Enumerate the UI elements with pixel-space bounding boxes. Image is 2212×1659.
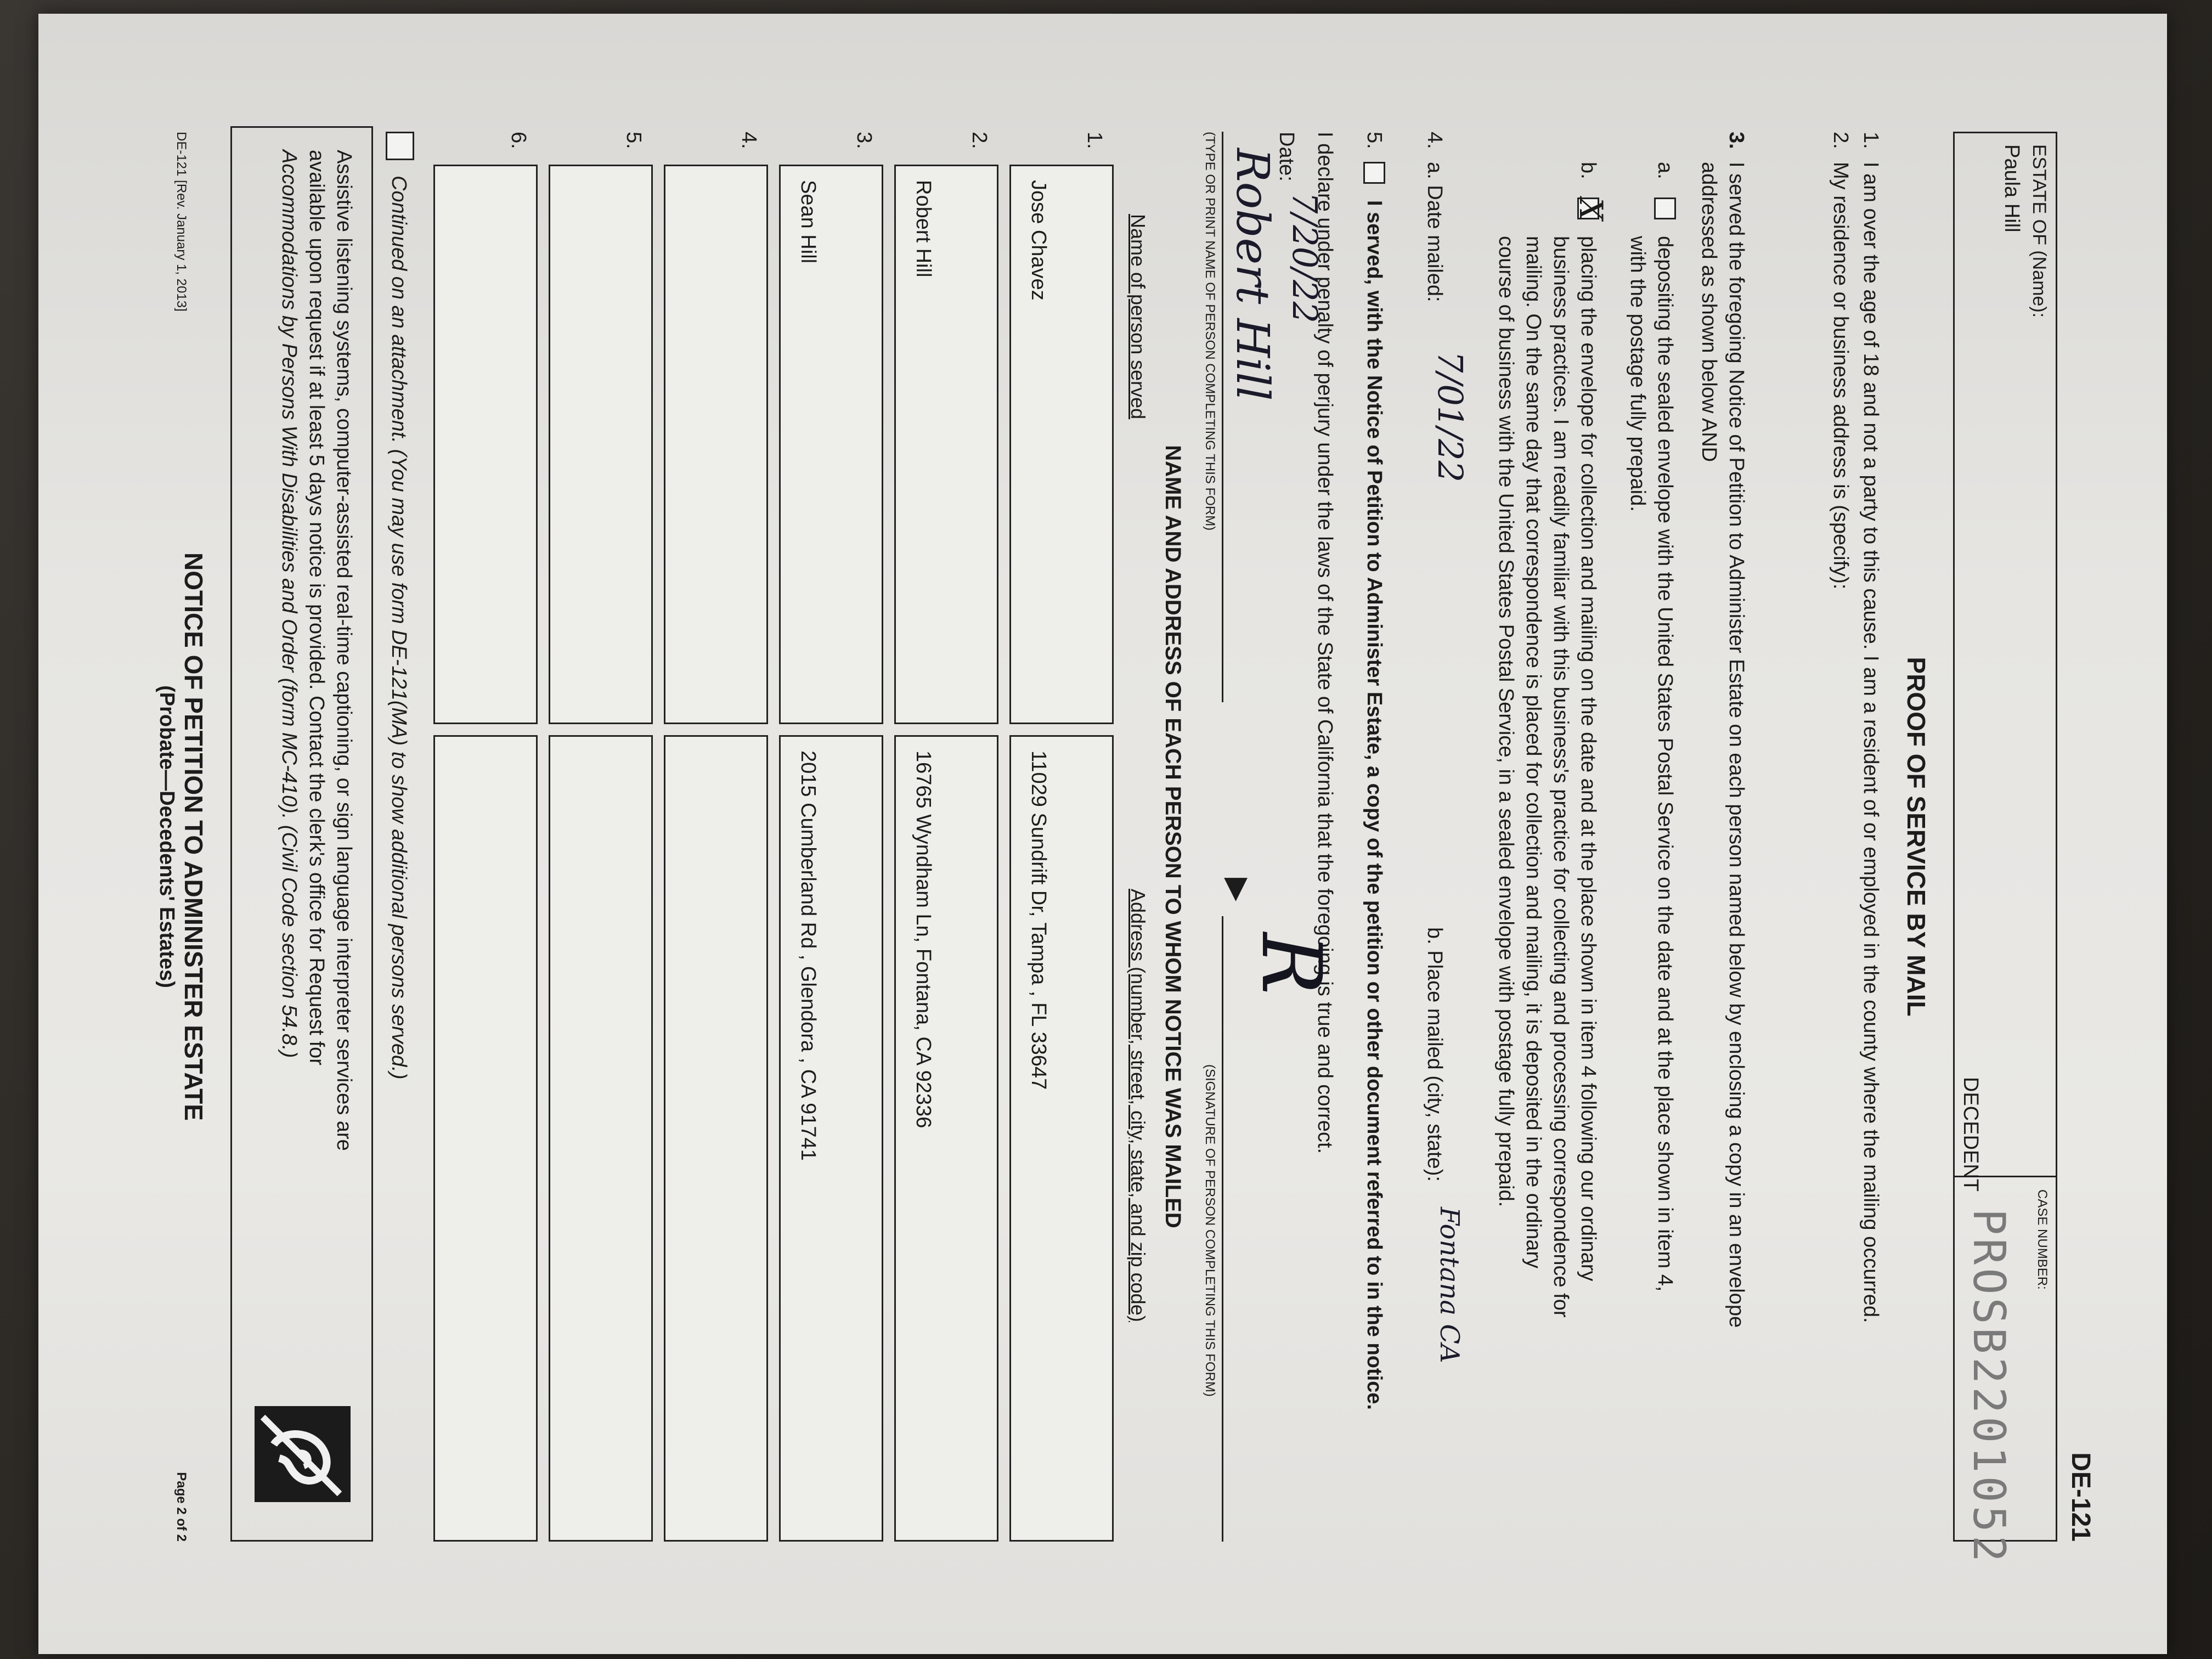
continued-checkbox[interactable] [386, 132, 414, 160]
table-row [667, 132, 774, 1542]
served-address: 11029 Sundrift Dr, Tampa , FL 33647 [1027, 751, 1050, 1090]
served-name: Robert Hill [912, 180, 935, 278]
name-cell[interactable] [779, 165, 883, 724]
item-3-text-line2: addressed as shown below AND [1697, 162, 1720, 462]
item-4-number: 4. [1423, 132, 1446, 149]
table-row [897, 132, 1004, 1542]
address-column-label: Address (number, street, city, state, and zip code) [1127, 889, 1149, 1322]
hearing-assist-icon [255, 1406, 351, 1502]
continued-text: Continued on an attachment. (You may use form DE-121(MA) to show additional persons served.) [387, 176, 410, 1080]
item-2-text: My residence or business address is (specify): [1829, 162, 1852, 590]
row-number: 4. [737, 132, 760, 149]
name-cell[interactable] [894, 165, 998, 724]
form-page [143, 132, 2096, 1565]
address-cell[interactable] [894, 735, 998, 1542]
served-heading: NAME AND ADDRESS OF EACH PERSON TO WHOM NOTICE WAS MAILED [1161, 445, 1185, 1228]
estate-name: Paula Hill [2000, 144, 2023, 233]
item-1-text: I am over the age of 18 and not a party to this cause. I am a resident of or employed in the county where the mailing occurred. [1859, 162, 1882, 1323]
option-b-checkbox[interactable] [1572, 198, 1610, 221]
table-row [436, 132, 543, 1542]
signature[interactable]: R [1243, 933, 1339, 995]
address-cell[interactable] [779, 735, 883, 1542]
ada-line-2: available upon request if at least 5 days notice is provided. Contact the clerk's office for Request for [305, 150, 328, 1065]
option-b-line2: business practices. I am readily familiar with this business's practice for collecting and processing correspondence for [1549, 236, 1572, 1318]
item-1-number: 1. [1859, 132, 1882, 149]
option-a-checkbox[interactable] [1654, 198, 1676, 219]
option-a-line2: with the postage fully prepaid. [1626, 236, 1649, 512]
address-cell[interactable] [664, 735, 768, 1542]
case-number: PROSB2201052 [1963, 1209, 2015, 1565]
date-value[interactable]: 7/20/22 [1285, 192, 1325, 324]
row-number: 5. [622, 132, 645, 149]
place-mailed-label: b. Place mailed (city, state): [1423, 927, 1446, 1182]
form-id: DE-121 [2066, 1452, 2095, 1542]
signature-caption: (SIGNATURE OF PERSON COMPLETING THIS FORM) [1203, 1064, 1217, 1397]
option-a-label: a. [1654, 162, 1677, 179]
item-5-text: I served, with the Notice of Petition to Administer Estate, a copy of the petition or other document referred to in the notice. [1363, 200, 1386, 1410]
ada-line-3: Accommodations by Persons With Disabilities and Order (form MC-410). (Civil Code section 54.8.) [278, 150, 301, 1058]
address-cell[interactable] [433, 735, 538, 1542]
date-mailed-label: a. Date mailed: [1423, 162, 1446, 302]
date-mailed-value[interactable]: 7/01/22 [1430, 351, 1470, 483]
ada-line-1: Assistive listening systems, computer-assisted real-time captioning, or sign language interpreter services are [332, 150, 356, 1151]
accessibility-notice-box [230, 126, 373, 1542]
case-number-label: CASE NUMBER: [2035, 1189, 2050, 1290]
item-2-number: 2. [1829, 132, 1852, 149]
name-cell[interactable] [664, 165, 768, 724]
name-cell[interactable] [549, 165, 653, 724]
signature-arrow-icon: ▶ [1221, 878, 1256, 902]
item-5-number: 5. [1363, 132, 1386, 149]
name-cell[interactable] [1009, 165, 1114, 724]
signature-line [1222, 916, 1223, 1542]
option-b-line3: mailing. On the same day that correspondence is placed for collection and mailing, it is deposited in the ordinary [1522, 236, 1545, 1269]
ear-icon [255, 1406, 351, 1502]
footer-subtitle: (Probate—Decedents' Estates) [155, 685, 178, 988]
option-b-check-mark: X [1572, 198, 1610, 221]
item-5-checkbox[interactable] [1363, 162, 1385, 184]
printed-name-caption: (TYPE OR PRINT NAME OF PERSON COMPLETING THIS FORM) [1203, 132, 1217, 531]
table-row [782, 132, 889, 1542]
page-number: Page 2 of 2 [174, 1472, 189, 1542]
case-header-box [1953, 132, 2057, 1565]
table-row [551, 132, 658, 1542]
estate-label: ESTATE OF (Name): [2029, 144, 2050, 318]
option-a-line1: depositing the sealed envelope with the United States Postal Service on the date and at the place shown in item 4, [1654, 236, 1677, 1292]
served-name: Sean Hill [797, 180, 820, 264]
option-b-line1: placing the envelope for collection and mailing on the date and at the place shown in item 4 following our ordinary [1577, 236, 1600, 1282]
address-cell[interactable] [549, 735, 653, 1542]
form-title: PROOF OF SERVICE BY MAIL [1902, 657, 1931, 1017]
item-3-text-line1: I served the foregoing Notice of Petition to Administer Estate on each person named below by enclosing a copy in an envelope [1725, 162, 1748, 1328]
row-number: 3. [853, 132, 876, 149]
printed-name-line [1222, 132, 1223, 702]
name-cell[interactable] [433, 165, 538, 724]
row-number: 2. [968, 132, 991, 149]
date-label: Date: [1275, 132, 1298, 182]
footer-title: NOTICE OF PETITION TO ADMINISTER ESTATE [179, 552, 208, 1121]
item-3-number: 3. [1725, 132, 1748, 149]
served-name: Jose Chavez [1027, 180, 1050, 301]
decedent-label: DECEDENT [1959, 1077, 1982, 1192]
served-address: 16765 Wyndham Ln, Fontana, CA 92336 [912, 751, 935, 1128]
printed-name[interactable]: Robert Hill [1226, 148, 1278, 401]
form-revision: DE-121 [Rev. January 1, 2013] [174, 132, 189, 312]
served-address: 2015 Cumberland Rd , Glendora , CA 91741 [797, 751, 820, 1161]
row-number: 6. [507, 132, 530, 149]
place-mailed-value[interactable]: Fontana CA [1434, 1207, 1465, 1363]
option-b-line4: course of business with the United States Postal Service, in a sealed envelope with postage fully prepaid. [1494, 236, 1517, 1207]
declaration-text: I declare under penalty of perjury under the laws of the State of California that the foregoing is true and correct. [1313, 132, 1336, 1154]
document-sheet [38, 14, 2167, 1654]
option-b-label: b. [1577, 162, 1600, 179]
name-column-label: Name of person served [1127, 214, 1149, 420]
address-cell[interactable] [1009, 735, 1114, 1542]
row-number: 1. [1083, 132, 1106, 149]
table-row [1012, 132, 1119, 1542]
